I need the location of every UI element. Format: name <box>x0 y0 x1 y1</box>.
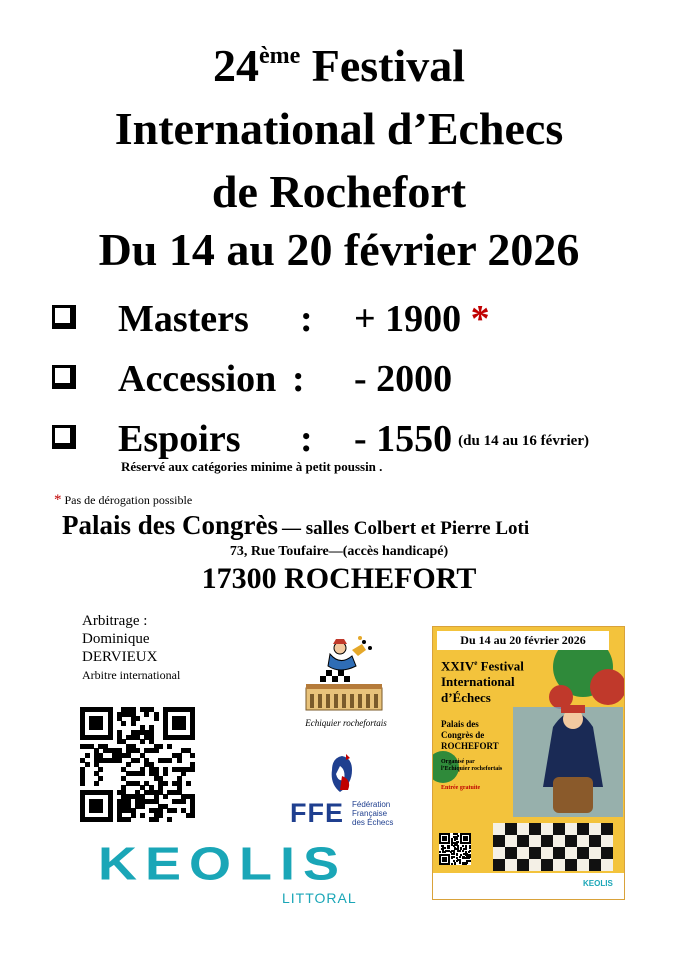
ffe-fullname: Fédération Française des Échecs <box>352 800 394 827</box>
qr-module <box>462 850 464 852</box>
venue-name: Palais des Congrès <box>62 510 278 540</box>
qr-module <box>177 758 182 763</box>
qr-module <box>144 712 149 717</box>
qr-module <box>448 842 450 844</box>
qr-module <box>448 847 450 849</box>
board-square <box>541 835 553 847</box>
qr-module <box>80 781 85 786</box>
board-square <box>601 835 613 847</box>
qr-module <box>154 748 159 753</box>
board-square <box>541 823 553 835</box>
board-square <box>553 835 565 847</box>
qr-module <box>468 857 470 859</box>
category-value: + 1900 * <box>354 298 490 340</box>
board-square <box>589 823 601 835</box>
qr-module <box>140 739 145 744</box>
qr-module <box>181 799 186 804</box>
board-square <box>577 835 589 847</box>
qr-module <box>158 744 163 749</box>
arbiter-role: Arbitre international <box>82 668 181 682</box>
board-square <box>493 847 505 859</box>
board-square <box>577 859 589 871</box>
asterisk-marker: * <box>54 492 62 508</box>
qr-module <box>454 863 456 865</box>
board-square <box>541 847 553 859</box>
qr-module <box>459 850 461 852</box>
derogation-note: * Pas de dérogation possible <box>54 492 193 508</box>
arbitrage-label: Arbitrage : <box>82 613 148 629</box>
qr-module <box>108 735 113 740</box>
qr-module <box>186 781 191 786</box>
qr-module <box>98 808 103 813</box>
qr-module <box>126 762 131 767</box>
qr-module <box>466 839 468 841</box>
board-square <box>493 835 505 847</box>
qr-module <box>121 721 126 726</box>
poster-qr-code <box>439 833 471 865</box>
qr-module <box>131 813 136 818</box>
board-square <box>589 847 601 859</box>
venue-city: 17300 ROCHEFORT <box>201 562 477 595</box>
keolis-sub: LITTORAL <box>282 890 357 906</box>
board-square <box>601 823 613 835</box>
title-ordinal: ème <box>258 43 301 69</box>
board-square <box>517 835 529 847</box>
title-line-1 <box>0 38 678 102</box>
qr-module <box>451 863 453 865</box>
qr-module <box>117 758 122 763</box>
qr-module <box>445 860 447 862</box>
poster-entry: Entrée gratuite <box>441 785 481 791</box>
qr-module <box>459 856 461 858</box>
category-colon: : <box>300 418 313 460</box>
arbiter-last-name: DERVIEUX <box>82 649 158 665</box>
board-square <box>517 847 529 859</box>
title-festival: Festival <box>300 40 466 91</box>
venue-line <box>62 510 529 541</box>
ffe-acronym: FFE <box>290 798 344 828</box>
ffe-logo <box>290 752 410 832</box>
qr-module <box>469 847 471 849</box>
title-line-2: International d’Echecs <box>114 103 564 154</box>
qr-module <box>135 716 140 721</box>
poster-venue: Palais des Congrès de ROCHEFORT <box>441 719 499 751</box>
checkbox-icon <box>52 425 76 449</box>
qr-module <box>451 857 453 859</box>
qr-module <box>444 851 446 853</box>
qr-module <box>469 842 471 844</box>
arbiter-first-name: Dominique <box>82 631 150 647</box>
title-number: 24 <box>212 40 259 91</box>
board-square <box>601 847 613 859</box>
qr-module <box>154 817 159 822</box>
board-square <box>505 847 517 859</box>
board-square <box>517 823 529 835</box>
chess-knight-rider-icon <box>300 636 390 714</box>
asterisk-marker: * <box>470 298 490 340</box>
category-name: Masters <box>118 298 249 340</box>
rooster-icon <box>322 752 362 796</box>
qr-module <box>94 781 99 786</box>
qr-module <box>190 767 195 772</box>
qr-module <box>98 767 103 772</box>
qr-module <box>469 860 471 862</box>
board-square <box>493 859 505 871</box>
board-square <box>529 835 541 847</box>
qr-module <box>172 808 177 813</box>
board-square <box>529 823 541 835</box>
qr-module <box>140 813 145 818</box>
poster-title: XXIVe Festival International d’Échecs <box>441 658 524 706</box>
qr-module <box>190 735 195 740</box>
title-line-3: de Rochefort <box>211 166 467 217</box>
board-square <box>589 859 601 871</box>
board-square <box>529 859 541 871</box>
poster-dates: Du 14 au 20 février 2026 <box>437 631 609 650</box>
club-logo-caption: Echiquier rochefortais <box>305 718 387 728</box>
category-name: Espoirs <box>118 418 241 460</box>
qr-module <box>85 753 90 758</box>
qr-module <box>181 725 186 730</box>
poster-organizer: Organisé par l’Echiquier rochefortais <box>441 759 503 772</box>
qr-module <box>85 762 90 767</box>
qr-module <box>465 863 467 865</box>
venue-address: 73, Rue Toufaire—(accès handicapé) <box>229 544 449 559</box>
qr-module <box>456 854 458 856</box>
board-square <box>505 835 517 847</box>
board-square <box>577 847 589 859</box>
qr-module <box>167 817 172 822</box>
qr-module <box>154 716 159 721</box>
qr-module <box>108 817 113 822</box>
board-square <box>553 847 565 859</box>
espoirs-dates-note: (du 14 au 16 février) <box>458 433 589 449</box>
poster-thumbnail <box>432 626 625 900</box>
club-logo <box>300 636 390 731</box>
qr-module <box>190 753 195 758</box>
qr-module <box>126 817 131 822</box>
qr-module <box>448 863 450 865</box>
qr-module <box>181 771 186 776</box>
category-value: - 1550 (du 14 au 16 février) <box>354 418 589 460</box>
venue-rooms: — salles Colbert et Pierre Loti <box>282 518 530 539</box>
poster-footer-logo: KEOLIS <box>583 879 613 888</box>
category-colon: : <box>292 358 305 400</box>
category-colon: : <box>300 298 313 340</box>
board-square <box>553 823 565 835</box>
qr-module <box>167 744 172 749</box>
qr-module <box>465 848 467 850</box>
espoirs-restriction: Réservé aux catégories minime à petit poussin . <box>121 459 383 474</box>
board-square <box>529 847 541 859</box>
board-square <box>553 859 565 871</box>
checkbox-icon <box>52 305 76 329</box>
qr-module <box>190 813 195 818</box>
title-dates: Du 14 au 20 février 2026 <box>98 224 580 275</box>
board-square <box>565 859 577 871</box>
qr-module <box>135 758 140 763</box>
qr-module <box>163 794 168 799</box>
board-square <box>565 847 577 859</box>
qr-module <box>163 771 168 776</box>
board-square <box>565 823 577 835</box>
board-square <box>505 859 517 871</box>
qr-module <box>439 851 441 853</box>
qr-module <box>131 721 136 726</box>
board-square <box>589 835 601 847</box>
category-name: Accession <box>118 358 277 400</box>
board-square <box>517 859 529 871</box>
board-square <box>541 859 553 871</box>
qr-module <box>445 839 447 841</box>
keolis-brand: KEOLIS <box>98 838 348 890</box>
qr-module <box>140 804 145 809</box>
board-square <box>601 859 613 871</box>
qr-code[interactable] <box>80 707 195 822</box>
qr-module <box>163 781 168 786</box>
board-square <box>577 823 589 835</box>
board-square <box>493 823 505 835</box>
qr-module <box>459 862 461 864</box>
board-square <box>565 835 577 847</box>
qr-module <box>158 813 163 818</box>
arbitrage-block <box>82 612 180 684</box>
qr-module <box>98 725 103 730</box>
category-value: - 2000 <box>354 358 453 400</box>
checkbox-icon <box>52 365 76 389</box>
qr-module <box>140 771 145 776</box>
qr-module <box>98 776 103 781</box>
keolis-logo <box>98 838 362 910</box>
qr-module <box>453 853 455 855</box>
qr-module <box>167 758 172 763</box>
board-square <box>505 823 517 835</box>
